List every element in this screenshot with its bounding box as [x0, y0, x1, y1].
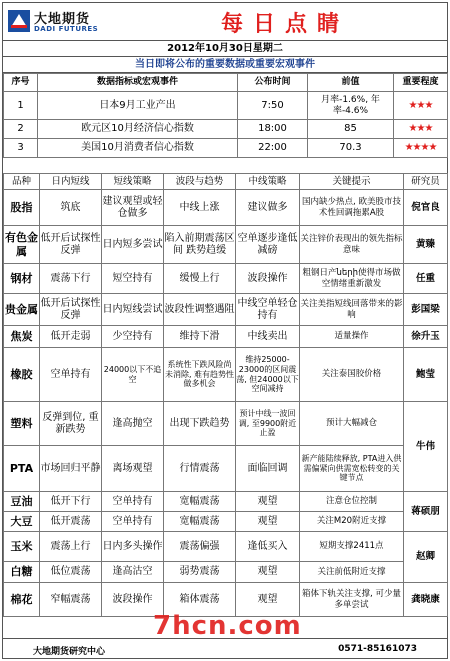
- short-cell: 波段操作: [102, 583, 164, 617]
- logo-english-name: DADI FUTURES: [34, 25, 99, 33]
- event-prev: 85: [308, 120, 394, 139]
- tip-cell: 粗钢日产ների使得市场做空情绪重新激发: [300, 264, 404, 294]
- col-header-prev: 前值: [308, 74, 394, 92]
- mid-cell: 预计中线一波回调, 至9900附近止盈: [236, 402, 300, 446]
- intraday-cell: 低开后试探性反弹: [40, 294, 102, 326]
- events-header-row: [4, 74, 448, 92]
- logo-mark-icon: [7, 9, 31, 33]
- watermark: 7hcn.com: [153, 611, 302, 641]
- analyst-cell: 鲍莹: [404, 348, 448, 402]
- intraday-cell: 窄幅震荡: [40, 583, 102, 617]
- mid-cell: 维持25000-23000的区间震荡, 但24000以下空间减持: [236, 348, 300, 402]
- strategy-row: [4, 264, 448, 294]
- event-no: 1: [4, 92, 38, 120]
- event-name: 日本9月工业产出: [38, 92, 238, 120]
- strategy-table: [3, 173, 448, 617]
- short-cell: 少空持有: [102, 326, 164, 348]
- intraday-cell: 低开震荡: [40, 512, 102, 532]
- analyst-cell: 赵卿: [404, 532, 448, 583]
- intraday-cell: 空单持有: [40, 348, 102, 402]
- tip-cell: 关注锌价表现出的领先指标意味: [300, 226, 404, 264]
- mid-cell: 空单逐步逢低减磅: [236, 226, 300, 264]
- swing-cell: 宽幅震荡: [164, 512, 236, 532]
- variety-name: 棉花: [4, 583, 40, 617]
- col-header-importance: 重要程度: [394, 74, 448, 92]
- col-header-intraday: 日内短线: [40, 174, 102, 190]
- event-time: 22:00: [238, 139, 308, 158]
- mid-cell: 中线卖出: [236, 326, 300, 348]
- analyst-cell: 彭国梁: [404, 294, 448, 326]
- col-header-variety: 品种: [4, 174, 40, 190]
- short-cell: 日内多头操作: [102, 532, 164, 562]
- event-prev: 70.3: [308, 139, 394, 158]
- intraday-cell: 反弹到位, 重新跌势: [40, 402, 102, 446]
- mid-cell: 面临回调: [236, 446, 300, 492]
- intraday-cell: 震荡下行: [40, 264, 102, 294]
- variety-name: 玉米: [4, 532, 40, 562]
- intraday-cell: 震荡上行: [40, 532, 102, 562]
- event-no: 3: [4, 139, 38, 158]
- variety-name: 有色金属: [4, 226, 40, 264]
- event-importance: ★★★★: [394, 139, 448, 158]
- short-cell: 日内短线尝试: [102, 294, 164, 326]
- mid-cell: 观望: [236, 492, 300, 512]
- swing-cell: 行情震荡: [164, 446, 236, 492]
- mid-cell: 观望: [236, 562, 300, 583]
- variety-name: 贵金属: [4, 294, 40, 326]
- strategy-row: [4, 294, 448, 326]
- strategy-header-row: [4, 174, 448, 190]
- report-footer: [3, 638, 447, 660]
- strategy-row: [4, 326, 448, 348]
- swing-cell: 中线上涨: [164, 190, 236, 226]
- short-cell: 离场观望: [102, 446, 164, 492]
- intraday-cell: 低开走弱: [40, 326, 102, 348]
- daily-report-page: [2, 2, 448, 659]
- variety-name: 股指: [4, 190, 40, 226]
- analyst-cell: 黄臻: [404, 226, 448, 264]
- tip-cell: 箱体下轨关注支撑, 可少量多单尝试: [300, 583, 404, 617]
- intraday-cell: 低开后试探性反弹: [40, 226, 102, 264]
- variety-name: 橡胶: [4, 348, 40, 402]
- mid-cell: 建议做多: [236, 190, 300, 226]
- short-cell: 短空持有: [102, 264, 164, 294]
- event-prev: 月率-1.6%, 年率-4.6%: [308, 92, 394, 120]
- strategy-row: [4, 532, 448, 562]
- report-date: 2012年10月30日星期二: [3, 41, 447, 57]
- swing-cell: 震荡偏强: [164, 532, 236, 562]
- tip-cell: 适量操作: [300, 326, 404, 348]
- strategy-row: [4, 512, 448, 532]
- footer-org: 大地期货研究中心: [33, 647, 106, 657]
- variety-name: 大豆: [4, 512, 40, 532]
- event-time: 18:00: [238, 120, 308, 139]
- swing-cell: 陷入前期震荡区间 跌势趋缓: [164, 226, 236, 264]
- tip-cell: 关注M20附近支撑: [300, 512, 404, 532]
- analyst-cell: 倪官良: [404, 190, 448, 226]
- variety-name: 钢材: [4, 264, 40, 294]
- intraday-cell: 低开下行: [40, 492, 102, 512]
- event-importance: ★★★: [394, 92, 448, 120]
- mid-cell: 波段操作: [236, 264, 300, 294]
- short-cell: 建议观望或轻仓做多: [102, 190, 164, 226]
- variety-name: 塑料: [4, 402, 40, 446]
- short-cell: 逢高抛空: [102, 402, 164, 446]
- variety-name: 焦炭: [4, 326, 40, 348]
- tip-cell: 注意仓位控制: [300, 492, 404, 512]
- events-banner: 当日即将公布的重要数据或重要宏观事件: [3, 57, 447, 73]
- intraday-cell: 筑底: [40, 190, 102, 226]
- analyst-cell: 蒋硕朋: [404, 492, 448, 532]
- tip-cell: 关注前低附近支撑: [300, 562, 404, 583]
- swing-cell: 出现下跌趋势: [164, 402, 236, 446]
- tip-cell: 关注美指短线回落带来的影响: [300, 294, 404, 326]
- strategy-row: [4, 402, 448, 446]
- mid-cell: 观望: [236, 583, 300, 617]
- swing-cell: 系统性下跌风险尚未消除, 难有趋势性做多机会: [164, 348, 236, 402]
- col-header-event: 数据指标或宏观事件: [38, 74, 238, 92]
- analyst-cell: 龚晓康: [404, 583, 448, 617]
- event-importance: ★★★: [394, 120, 448, 139]
- mid-cell: 观望: [236, 512, 300, 532]
- event-name: 欧元区10月经济信心指数: [38, 120, 238, 139]
- short-cell: 24000以下不追空: [102, 348, 164, 402]
- mid-cell: 逢低买入: [236, 532, 300, 562]
- short-cell: 日内短多尝试: [102, 226, 164, 264]
- swing-cell: 缓慢上行: [164, 264, 236, 294]
- short-cell: 空单持有: [102, 512, 164, 532]
- event-no: 2: [4, 120, 38, 139]
- tip-cell: 短期支撑2411点: [300, 532, 404, 562]
- strategy-row: [4, 190, 448, 226]
- event-row: [4, 92, 448, 120]
- col-header-no: 序号: [4, 74, 38, 92]
- strategy-row: [4, 492, 448, 512]
- intraday-cell: 市场回归平静: [40, 446, 102, 492]
- analyst-cell: 徐升玉: [404, 326, 448, 348]
- mid-cell: 中线空单轻仓持有: [236, 294, 300, 326]
- col-header-short: 短线策略: [102, 174, 164, 190]
- analyst-cell: 任重: [404, 264, 448, 294]
- analyst-cell: 牛伟: [404, 402, 448, 492]
- company-logo: [7, 7, 117, 37]
- footer-phone: 0571-85161073: [338, 644, 417, 654]
- short-cell: 空单持有: [102, 492, 164, 512]
- event-row: [4, 139, 448, 158]
- swing-cell: 宽幅震荡: [164, 492, 236, 512]
- strategy-row: [4, 348, 448, 402]
- variety-name: PTA: [4, 446, 40, 492]
- logo-chinese-name: 大地期货: [34, 12, 91, 27]
- col-header-mid: 中线策略: [236, 174, 300, 190]
- tip-cell: 新产能陆续释放, PTA进入供需偏紧向供需宽松转变的关键节点: [300, 446, 404, 492]
- swing-cell: 维持下滑: [164, 326, 236, 348]
- tip-cell: 国内缺少热点, 欧美股市技术性回调拖累A股: [300, 190, 404, 226]
- tip-cell: 预计大幅减仓: [300, 402, 404, 446]
- col-header-swing: 波段与趋势: [164, 174, 236, 190]
- strategy-row: [4, 562, 448, 583]
- event-row: [4, 120, 448, 139]
- events-table: [3, 73, 448, 158]
- swing-cell: 弱势震荡: [164, 562, 236, 583]
- strategy-row: [4, 446, 448, 492]
- report-header: [3, 3, 447, 41]
- intraday-cell: 低位震荡: [40, 562, 102, 583]
- event-name: 美国10月消费者信心指数: [38, 139, 238, 158]
- col-header-time: 公布时间: [238, 74, 308, 92]
- tip-cell: 关注泰国胶价格: [300, 348, 404, 402]
- event-time: 7:50: [238, 92, 308, 120]
- short-cell: 逢高沽空: [102, 562, 164, 583]
- variety-name: 豆油: [4, 492, 40, 512]
- variety-name: 白糖: [4, 562, 40, 583]
- strategy-row: [4, 226, 448, 264]
- report-title: 每日点睛: [220, 12, 349, 37]
- swing-cell: 箱体震荡: [164, 583, 236, 617]
- col-header-analyst: 研究员: [404, 174, 448, 190]
- col-header-tip: 关键提示: [300, 174, 404, 190]
- swing-cell: 波段性调整遇阻: [164, 294, 236, 326]
